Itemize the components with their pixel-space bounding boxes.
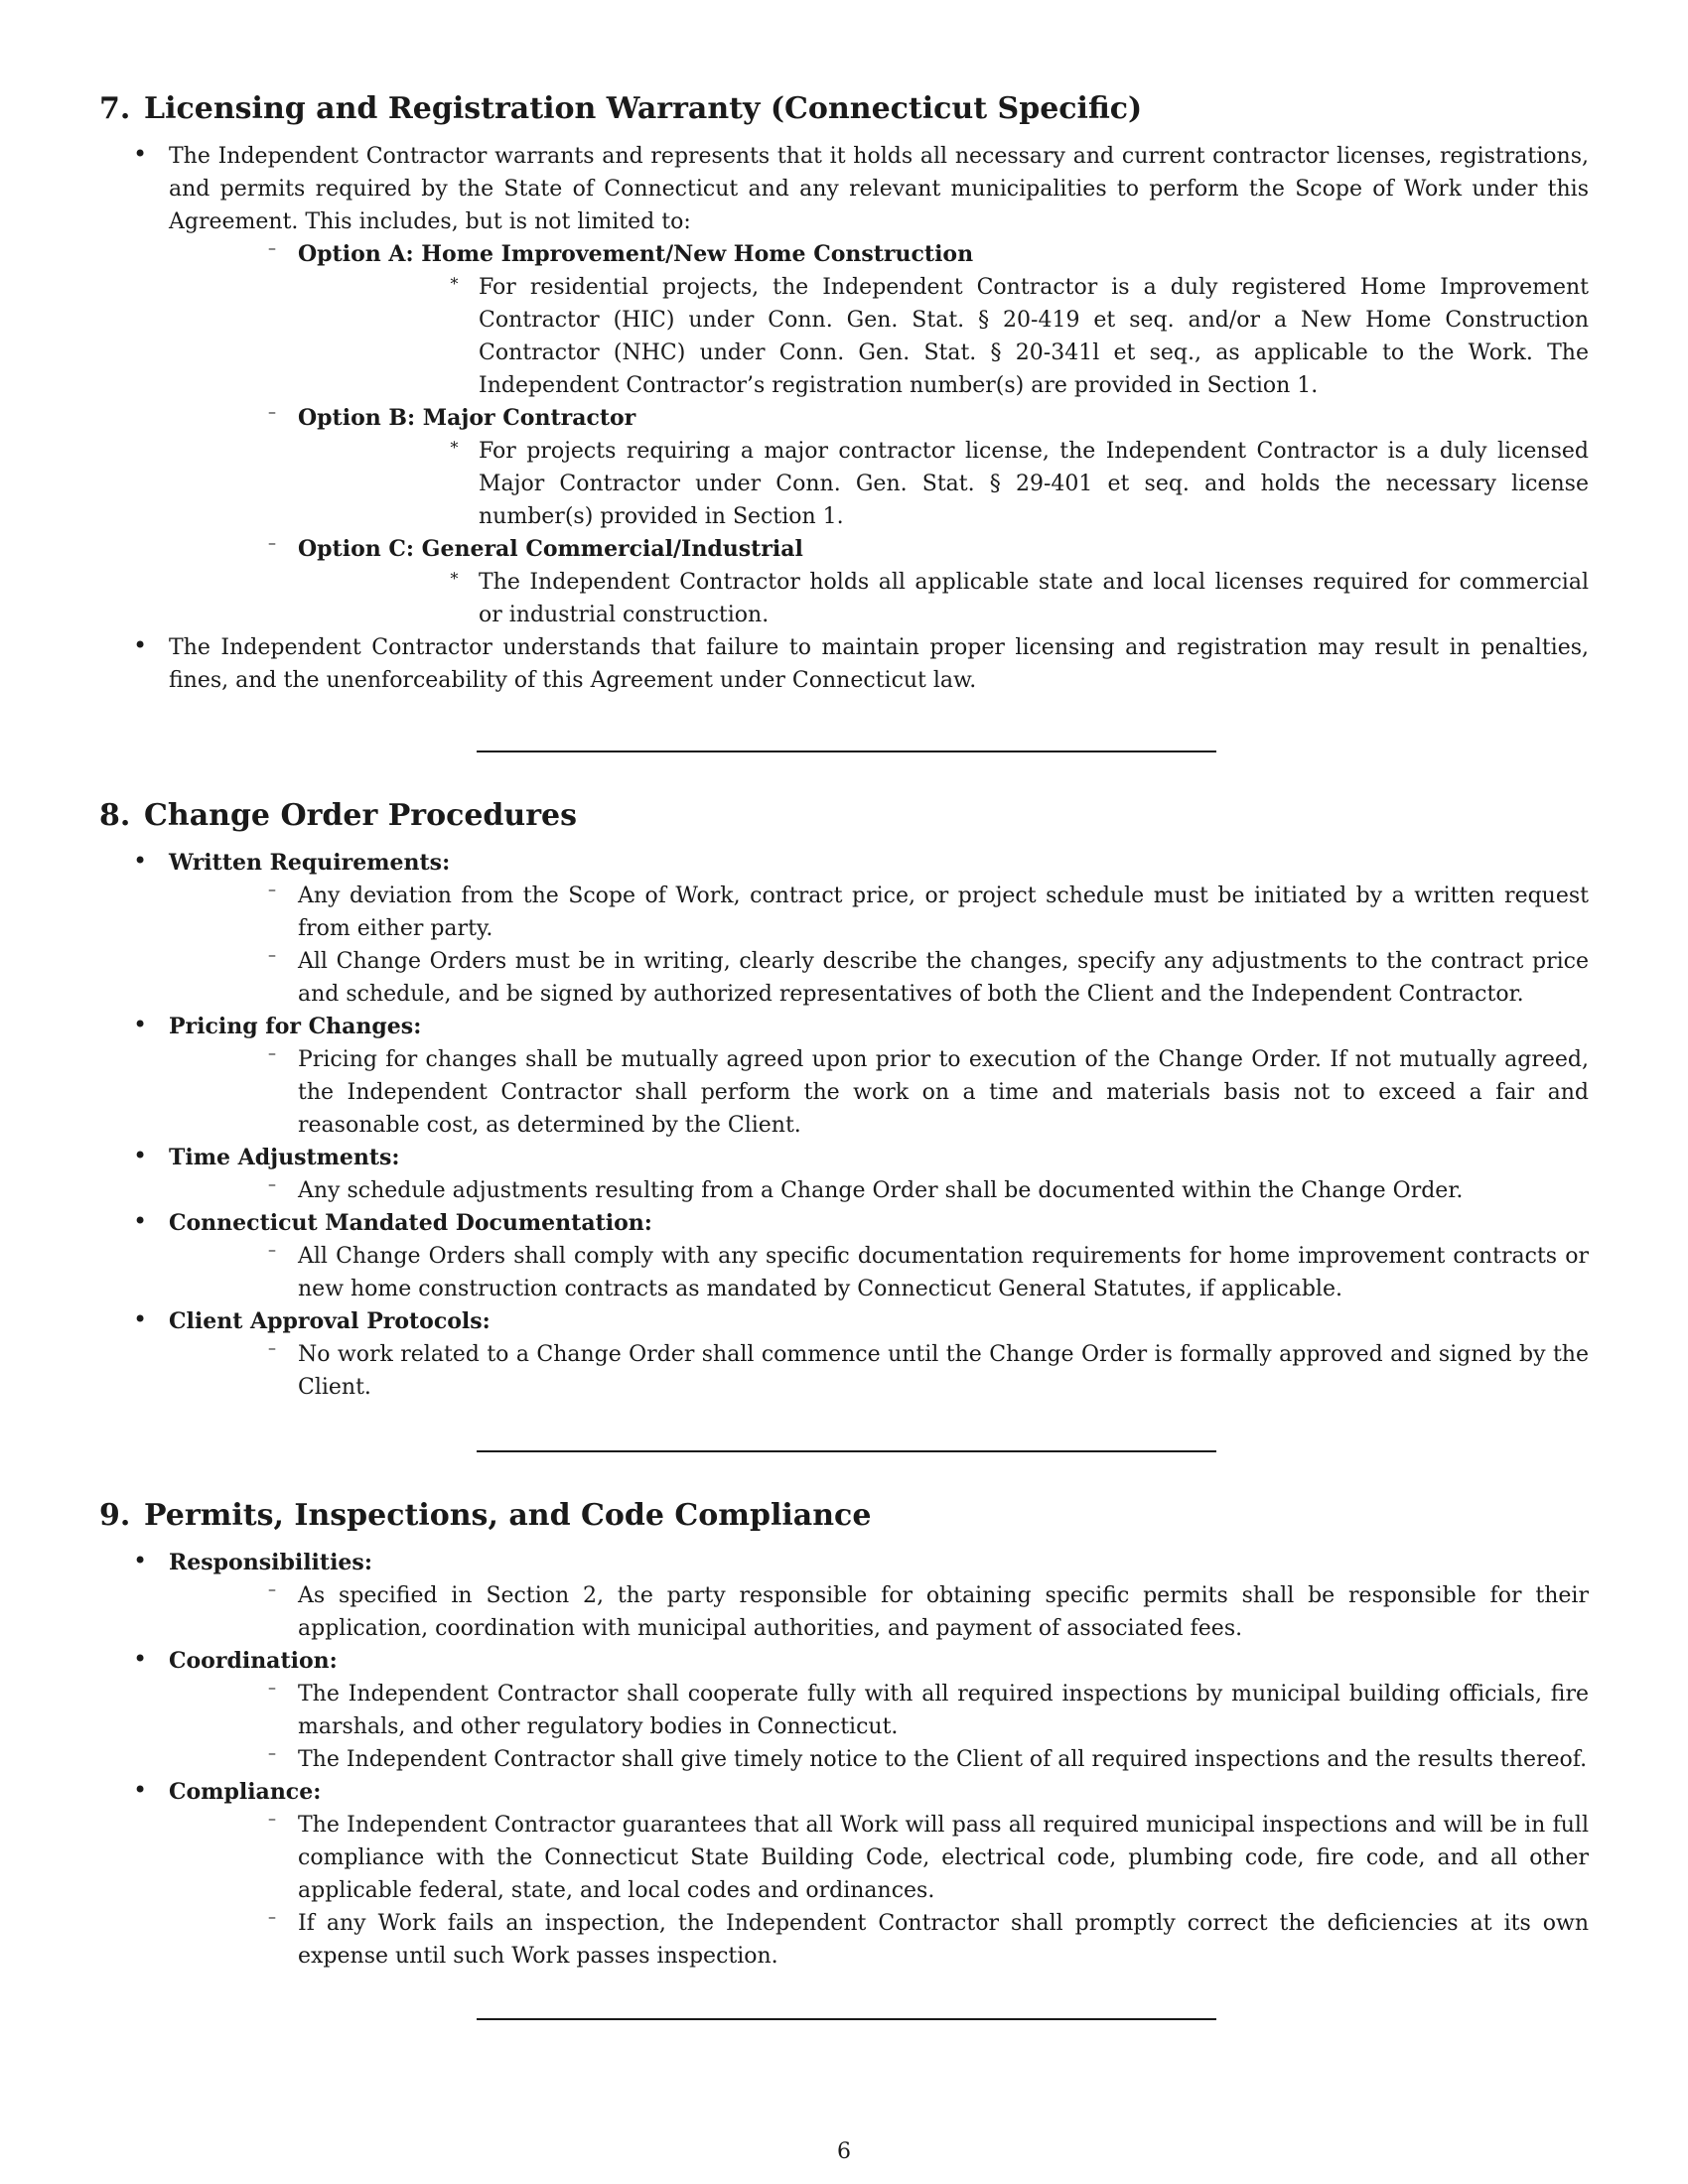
sub-list-item: – Any deviation from the Scope of Work, contract price, or project schedule must be initiated by a written request from either party. — [169, 880, 1589, 945]
list-item: • Client Approval Protocols: – No work related to a Change Order shall commence until the Change Order is formally approved and signed by the Client. — [99, 1305, 1589, 1404]
section-heading: 9. Permits, Inspections, and Code Compliance — [99, 1498, 872, 1533]
list-item: • Connecticut Mandated Documentation: – All Change Orders shall comply with any specific documentation requirements for home improvement contracts or new home construction contracts as mandated by Connecticut General Statutes, if applicable. — [99, 1207, 1589, 1305]
section-divider — [477, 751, 1216, 752]
list-item: • Time Adjustments: – Any schedule adjustments resulting from a Change Order shall be documented within the Change Order. — [99, 1142, 1589, 1207]
list-item: • Responsibilities: – As specified in Section 2, the party responsible for obtaining specific permits shall be responsible for their application, coordination with municipal authorities, and payment of associated fees. — [99, 1547, 1589, 1645]
sub-list-item: – The Independent Contractor shall give timely notice to the Client of all required inspections and the results thereof. — [169, 1743, 1589, 1776]
sub-list-item: – Option B: Major Contractor ∗ For projects requiring a major contractor license, the Independent Contractor is a duly licensed Major Contractor under Conn. Gen. Stat. § 29-401 et seq. and holds the necessary license number(s) provided in Section 1. — [169, 402, 1589, 533]
section-heading: 7. Licensing and Registration Warranty (Connecticut Specific) — [99, 91, 1143, 126]
page-number: 6 — [837, 2139, 851, 2164]
sub-list-item: – If any Work fails an inspection, the Independent Contractor shall promptly correct the deficiencies at its own expense until such Work passes inspection. — [169, 1907, 1589, 1973]
sub-sub-list-item: ∗ The Independent Contractor holds all applicable state and local licenses required for commercial or industrial construction. — [298, 566, 1589, 631]
section-8 — [99, 798, 1589, 1404]
section-divider — [477, 2018, 1216, 2020]
bullet-list — [99, 140, 1589, 697]
section-9 — [99, 1498, 1589, 1973]
list-item: • Pricing for Changes: – Pricing for changes shall be mutually agreed upon prior to execution of the Change Order. If not mutually agreed, the Independent Contractor shall perform the work on a time and materials basis not to exceed a fair and reasonable cost, as determined by the Client. — [99, 1011, 1589, 1142]
list-item: • Compliance: – The Independent Contractor guarantees that all Work will pass all required municipal inspections and will be in full compliance with the Connecticut State Building Code, electrical code, plumbing code, fire code, and all other applicable federal, state, and local codes and ordinances. – If any Work fails an inspection, the Independent Contractor shall promptly correct the deficiencies at its own expense until such Work passes inspection. — [99, 1776, 1589, 1973]
section-divider — [477, 1450, 1216, 1452]
sub-list-item: – Option C: General Commercial/Industrial ∗ The Independent Contractor holds all applicable state and local licenses required for commercial or industrial construction. — [169, 533, 1589, 631]
list-item: • The Independent Contractor warrants and represents that it holds all necessary and current contractor licenses, registrations, and permits required by the State of Connecticut and any relevant municipalities to perform the Scope of Work under this Agreement. This includes, but is not limited to: – Option A: Home Improvement/New Home Construction ∗ For residential projects, the Independent Contractor is a duly registered Home Improvement Contractor (HIC) under Conn. Gen. Stat. § 20-419 et seq. and/or a New Home Construction Contractor (NHC) under Conn. Gen. Stat. § 20-341l et seq., as applicable to the Work. The Independent Contractor’s registration number(s) are provided in Section 1. – Option B: Major Contractor ∗ For projects requiring a major contractor license, the Independent Contractor is a duly licensed Major Contractor under Conn. Gen. Stat. § 29-401 et seq. and holds the necessary license number(s) provided in Section 1. – Option C: General Commercial/Industrial ∗ The Independent Contractor holds all applicable state and local licenses required for commercial or industrial construction. — [99, 140, 1589, 631]
sub-list-item: – All Change Orders must be in writing, clearly describe the changes, specify any adjustments to the contract price and schedule, and be signed by authorized representatives of both the Client and the Independent Contractor. — [169, 945, 1589, 1011]
sub-list-item: – Option A: Home Improvement/New Home Construction ∗ For residential projects, the Independent Contractor is a duly registered Home Improvement Contractor (HIC) under Conn. Gen. Stat. § 20-419 et seq. and/or a New Home Construction Contractor (NHC) under Conn. Gen. Stat. § 20-341l et seq., as applicable to the Work. The Independent Contractor’s registration number(s) are provided in Section 1. — [169, 238, 1589, 402]
bullet-list — [99, 1547, 1589, 1973]
sub-sub-list-item: ∗ For residential projects, the Independent Contractor is a duly registered Home Improvement Contractor (HIC) under Conn. Gen. Stat. § 20-419 et seq. and/or a New Home Construction Contractor (NHC) under Conn. Gen. Stat. § 20-341l et seq., as applicable to the Work. The Independent Contractor’s registration number(s) are provided in Section 1. — [298, 271, 1589, 402]
sub-list-item: – No work related to a Change Order shall commence until the Change Order is formally approved and signed by the Client. — [169, 1338, 1589, 1404]
sub-list-item: – As specified in Section 2, the party responsible for obtaining specific permits shall be responsible for their application, coordination with municipal authorities, and payment of associated fees. — [169, 1579, 1589, 1645]
section-7 — [99, 91, 1589, 697]
sub-list-item: – Any schedule adjustments resulting from a Change Order shall be documented within the Change Order. — [169, 1174, 1589, 1207]
sub-list-item: – The Independent Contractor guarantees that all Work will pass all required municipal inspections and will be in full compliance with the Connecticut State Building Code, electrical code, plumbing code, fire code, and all other applicable federal, state, and local codes and ordinances. — [169, 1809, 1589, 1907]
list-item: • Written Requirements: – Any deviation from the Scope of Work, contract price, or project schedule must be initiated by a written request from either party. – All Change Orders must be in writing, clearly describe the changes, specify any adjustments to the contract price and schedule, and be signed by authorized representatives of both the Client and the Independent Contractor. — [99, 847, 1589, 1011]
list-item: • The Independent Contractor understands that failure to maintain proper licensing and registration may result in penalties, fines, and the unenforceability of this Agreement under Connecticut law. — [99, 631, 1589, 697]
section-heading: 8. Change Order Procedures — [99, 798, 577, 833]
list-item: • Coordination: – The Independent Contractor shall cooperate fully with all required inspections by municipal building officials, fire marshals, and other regulatory bodies in Connecticut. – The Independent Contractor shall give timely notice to the Client of all required inspections and the results thereof. — [99, 1645, 1589, 1776]
bullet-list — [99, 847, 1589, 1404]
sub-list-item: – Pricing for changes shall be mutually agreed upon prior to execution of the Change Order. If not mutually agreed, the Independent Contractor shall perform the work on a time and materials basis not to exceed a fair and reasonable cost, as determined by the Client. — [169, 1043, 1589, 1142]
sub-sub-list-item: ∗ For projects requiring a major contractor license, the Independent Contractor is a duly licensed Major Contractor under Conn. Gen. Stat. § 29-401 et seq. and holds the necessary license number(s) provided in Section 1. — [298, 435, 1589, 533]
sub-list-item: – All Change Orders shall comply with any specific documentation requirements for home improvement contracts or new home construction contracts as mandated by Connecticut General Statutes, if applicable. — [169, 1240, 1589, 1305]
sub-list-item: – The Independent Contractor shall cooperate fully with all required inspections by municipal building officials, fire marshals, and other regulatory bodies in Connecticut. — [169, 1678, 1589, 1743]
